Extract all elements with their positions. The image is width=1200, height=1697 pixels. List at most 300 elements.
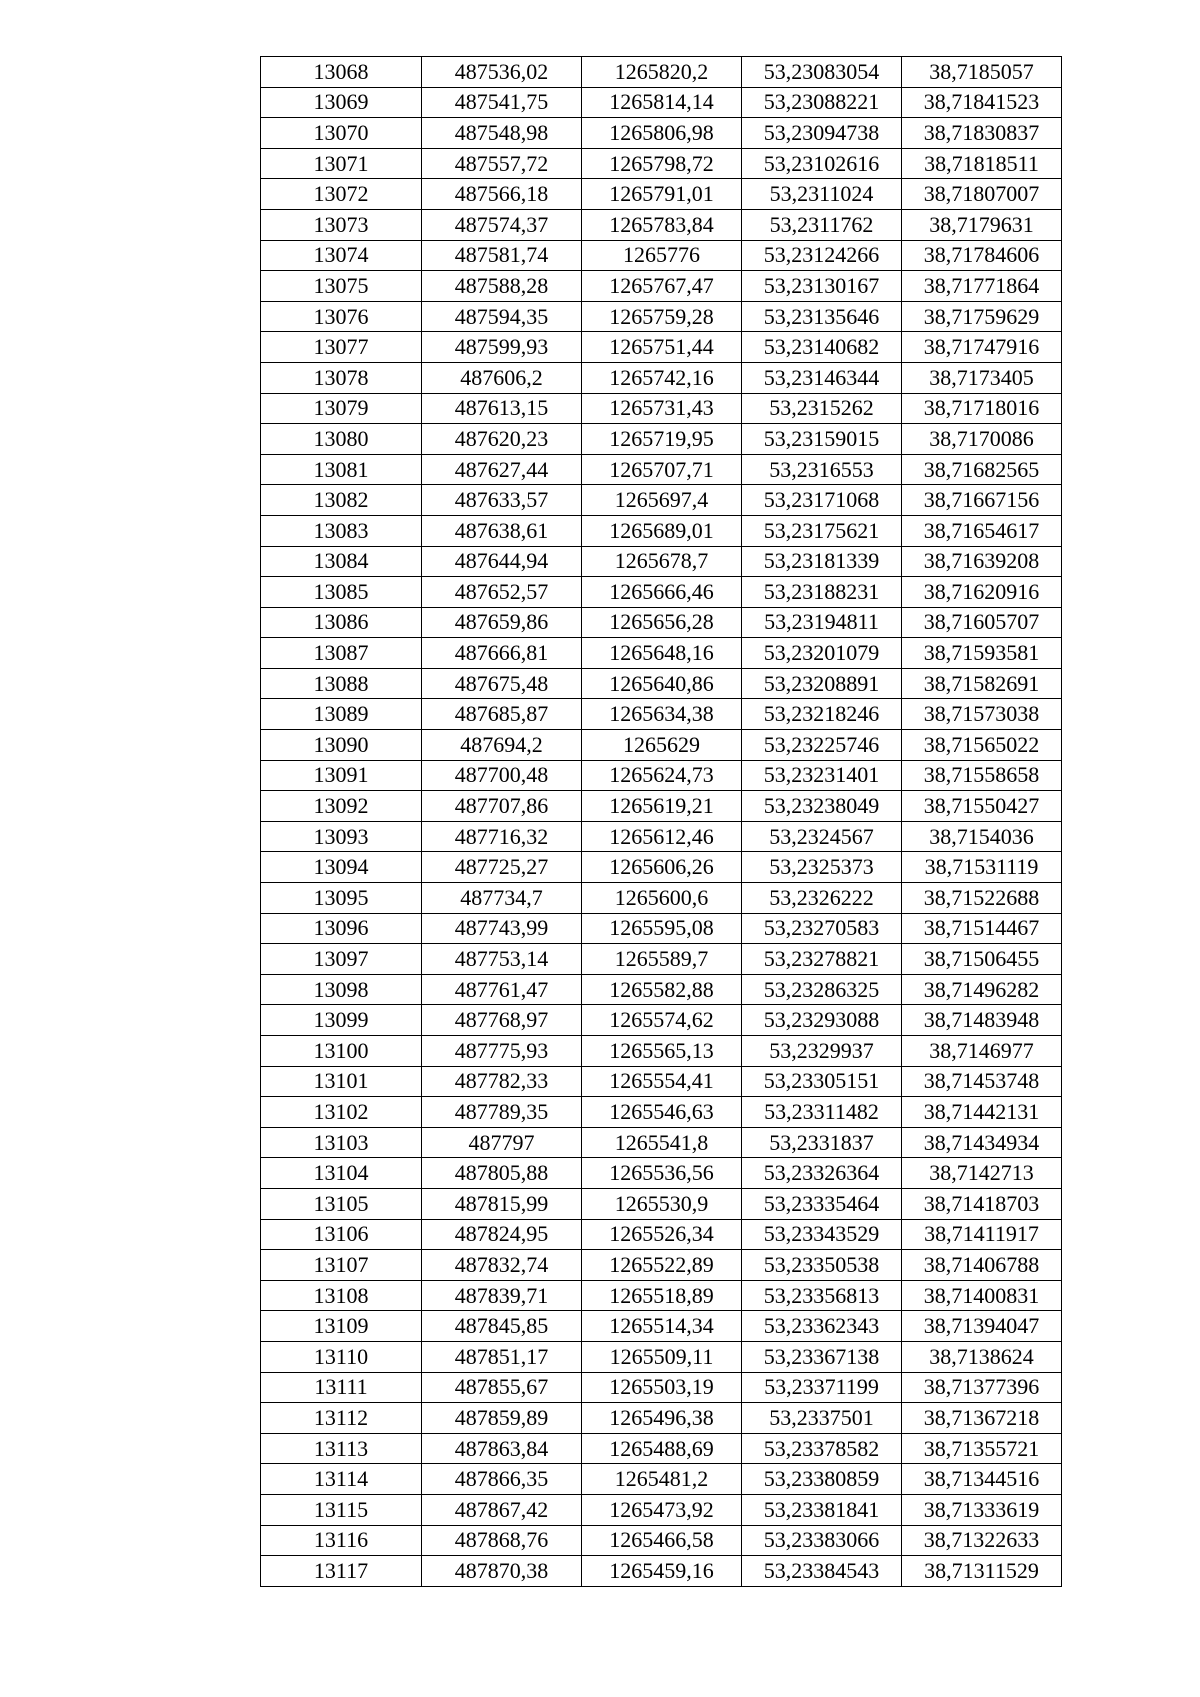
latitude-cell: 53,23188231: [742, 577, 902, 608]
y-coordinate-cell: 1265767,47: [582, 271, 742, 302]
point-number-cell: 13091: [261, 760, 422, 791]
x-coordinate-cell: 487868,76: [422, 1525, 582, 1556]
y-coordinate-cell: 1265496,38: [582, 1403, 742, 1434]
x-coordinate-cell: 487638,61: [422, 515, 582, 546]
point-number-cell: 13103: [261, 1127, 422, 1158]
x-coordinate-cell: 487845,85: [422, 1311, 582, 1342]
longitude-cell: 38,71355721: [902, 1433, 1062, 1464]
point-number-cell: 13073: [261, 209, 422, 240]
table-row: [261, 1250, 1062, 1281]
latitude-cell: 53,23088221: [742, 87, 902, 118]
x-coordinate-cell: 487867,42: [422, 1494, 582, 1525]
latitude-cell: 53,23293088: [742, 1005, 902, 1036]
table-row: [261, 454, 1062, 485]
y-coordinate-cell: 1265707,71: [582, 454, 742, 485]
point-number-cell: 13094: [261, 852, 422, 883]
x-coordinate-cell: 487832,74: [422, 1250, 582, 1281]
longitude-cell: 38,71442131: [902, 1097, 1062, 1128]
x-coordinate-cell: 487574,37: [422, 209, 582, 240]
y-coordinate-cell: 1265481,2: [582, 1464, 742, 1495]
latitude-cell: 53,23231401: [742, 760, 902, 791]
point-number-cell: 13092: [261, 791, 422, 822]
table-row: [261, 1311, 1062, 1342]
point-number-cell: 13099: [261, 1005, 422, 1036]
x-coordinate-cell: 487675,48: [422, 668, 582, 699]
y-coordinate-cell: 1265522,89: [582, 1250, 742, 1281]
latitude-cell: 53,23201079: [742, 638, 902, 669]
y-coordinate-cell: 1265518,89: [582, 1280, 742, 1311]
latitude-cell: 53,23380859: [742, 1464, 902, 1495]
table-row: [261, 791, 1062, 822]
table-row: [261, 1280, 1062, 1311]
x-coordinate-cell: 487789,35: [422, 1097, 582, 1128]
x-coordinate-cell: 487536,02: [422, 57, 582, 88]
y-coordinate-cell: 1265656,28: [582, 607, 742, 638]
latitude-cell: 53,23171068: [742, 485, 902, 516]
point-number-cell: 13074: [261, 240, 422, 271]
longitude-cell: 38,71418703: [902, 1188, 1062, 1219]
latitude-cell: 53,23356813: [742, 1280, 902, 1311]
y-coordinate-cell: 1265503,19: [582, 1372, 742, 1403]
table-row: [261, 485, 1062, 516]
longitude-cell: 38,71394047: [902, 1311, 1062, 1342]
longitude-cell: 38,7185057: [902, 57, 1062, 88]
latitude-cell: 53,23384543: [742, 1556, 902, 1587]
latitude-cell: 53,23159015: [742, 424, 902, 455]
table-row: [261, 944, 1062, 975]
y-coordinate-cell: 1265574,62: [582, 1005, 742, 1036]
longitude-cell: 38,71818511: [902, 148, 1062, 179]
table-row: [261, 1097, 1062, 1128]
point-number-cell: 13100: [261, 1036, 422, 1067]
longitude-cell: 38,71830837: [902, 118, 1062, 149]
y-coordinate-cell: 1265751,44: [582, 332, 742, 363]
latitude-cell: 53,23378582: [742, 1433, 902, 1464]
latitude-cell: 53,23194811: [742, 607, 902, 638]
table-row: [261, 1188, 1062, 1219]
coordinates-table-body: [261, 57, 1062, 1587]
table-row: [261, 1372, 1062, 1403]
point-number-cell: 13086: [261, 607, 422, 638]
x-coordinate-cell: 487694,2: [422, 730, 582, 761]
point-number-cell: 13098: [261, 974, 422, 1005]
latitude-cell: 53,23218246: [742, 699, 902, 730]
longitude-cell: 38,71718016: [902, 393, 1062, 424]
longitude-cell: 38,71573038: [902, 699, 1062, 730]
point-number-cell: 13079: [261, 393, 422, 424]
latitude-cell: 53,23208891: [742, 668, 902, 699]
y-coordinate-cell: 1265783,84: [582, 209, 742, 240]
y-coordinate-cell: 1265666,46: [582, 577, 742, 608]
y-coordinate-cell: 1265541,8: [582, 1127, 742, 1158]
y-coordinate-cell: 1265689,01: [582, 515, 742, 546]
y-coordinate-cell: 1265536,56: [582, 1158, 742, 1189]
x-coordinate-cell: 487851,17: [422, 1341, 582, 1372]
longitude-cell: 38,7173405: [902, 362, 1062, 393]
point-number-cell: 13084: [261, 546, 422, 577]
longitude-cell: 38,7142713: [902, 1158, 1062, 1189]
latitude-cell: 53,23278821: [742, 944, 902, 975]
latitude-cell: 53,23362343: [742, 1311, 902, 1342]
latitude-cell: 53,23311482: [742, 1097, 902, 1128]
latitude-cell: 53,23350538: [742, 1250, 902, 1281]
x-coordinate-cell: 487581,74: [422, 240, 582, 271]
point-number-cell: 13082: [261, 485, 422, 516]
table-row: [261, 546, 1062, 577]
x-coordinate-cell: 487775,93: [422, 1036, 582, 1067]
latitude-cell: 53,23286325: [742, 974, 902, 1005]
longitude-cell: 38,71506455: [902, 944, 1062, 975]
latitude-cell: 53,2329937: [742, 1036, 902, 1067]
point-number-cell: 13107: [261, 1250, 422, 1281]
table-row: [261, 883, 1062, 914]
y-coordinate-cell: 1265791,01: [582, 179, 742, 210]
point-number-cell: 13072: [261, 179, 422, 210]
y-coordinate-cell: 1265595,08: [582, 913, 742, 944]
longitude-cell: 38,71565022: [902, 730, 1062, 761]
longitude-cell: 38,71400831: [902, 1280, 1062, 1311]
y-coordinate-cell: 1265634,38: [582, 699, 742, 730]
point-number-cell: 13105: [261, 1188, 422, 1219]
longitude-cell: 38,71841523: [902, 87, 1062, 118]
point-number-cell: 13087: [261, 638, 422, 669]
point-number-cell: 13108: [261, 1280, 422, 1311]
y-coordinate-cell: 1265648,16: [582, 638, 742, 669]
point-number-cell: 13070: [261, 118, 422, 149]
x-coordinate-cell: 487768,97: [422, 1005, 582, 1036]
longitude-cell: 38,71311529: [902, 1556, 1062, 1587]
table-row: [261, 209, 1062, 240]
y-coordinate-cell: 1265459,16: [582, 1556, 742, 1587]
latitude-cell: 53,23135646: [742, 301, 902, 332]
y-coordinate-cell: 1265466,58: [582, 1525, 742, 1556]
latitude-cell: 53,23175621: [742, 515, 902, 546]
y-coordinate-cell: 1265640,86: [582, 668, 742, 699]
table-row: [261, 87, 1062, 118]
table-row: [261, 1219, 1062, 1250]
y-coordinate-cell: 1265606,26: [582, 852, 742, 883]
coordinates-table: [260, 56, 1062, 1587]
longitude-cell: 38,71667156: [902, 485, 1062, 516]
point-number-cell: 13115: [261, 1494, 422, 1525]
longitude-cell: 38,71620916: [902, 577, 1062, 608]
x-coordinate-cell: 487743,99: [422, 913, 582, 944]
longitude-cell: 38,71807007: [902, 179, 1062, 210]
point-number-cell: 13089: [261, 699, 422, 730]
x-coordinate-cell: 487613,15: [422, 393, 582, 424]
latitude-cell: 53,2331837: [742, 1127, 902, 1158]
longitude-cell: 38,71367218: [902, 1403, 1062, 1434]
point-number-cell: 13088: [261, 668, 422, 699]
y-coordinate-cell: 1265806,98: [582, 118, 742, 149]
table-row: [261, 57, 1062, 88]
longitude-cell: 38,71639208: [902, 546, 1062, 577]
y-coordinate-cell: 1265798,72: [582, 148, 742, 179]
latitude-cell: 53,23124266: [742, 240, 902, 271]
table-row: [261, 393, 1062, 424]
y-coordinate-cell: 1265814,14: [582, 87, 742, 118]
table-row: [261, 1036, 1062, 1067]
table-row: [261, 852, 1062, 883]
x-coordinate-cell: 487859,89: [422, 1403, 582, 1434]
table-row: [261, 699, 1062, 730]
latitude-cell: 53,2324567: [742, 821, 902, 852]
point-number-cell: 13109: [261, 1311, 422, 1342]
table-row: [261, 1525, 1062, 1556]
point-number-cell: 13116: [261, 1525, 422, 1556]
longitude-cell: 38,7138624: [902, 1341, 1062, 1372]
x-coordinate-cell: 487633,57: [422, 485, 582, 516]
table-row: [261, 974, 1062, 1005]
y-coordinate-cell: 1265697,4: [582, 485, 742, 516]
y-coordinate-cell: 1265582,88: [582, 974, 742, 1005]
table-row: [261, 668, 1062, 699]
latitude-cell: 53,23343529: [742, 1219, 902, 1250]
table-row: [261, 1341, 1062, 1372]
x-coordinate-cell: 487725,27: [422, 852, 582, 883]
longitude-cell: 38,71333619: [902, 1494, 1062, 1525]
point-number-cell: 13101: [261, 1066, 422, 1097]
y-coordinate-cell: 1265554,41: [582, 1066, 742, 1097]
x-coordinate-cell: 487652,57: [422, 577, 582, 608]
longitude-cell: 38,71453748: [902, 1066, 1062, 1097]
longitude-cell: 38,71747916: [902, 332, 1062, 363]
x-coordinate-cell: 487594,35: [422, 301, 582, 332]
table-row: [261, 1403, 1062, 1434]
latitude-cell: 53,23383066: [742, 1525, 902, 1556]
table-row: [261, 821, 1062, 852]
table-row: [261, 148, 1062, 179]
point-number-cell: 13106: [261, 1219, 422, 1250]
table-row: [261, 913, 1062, 944]
longitude-cell: 38,71771864: [902, 271, 1062, 302]
y-coordinate-cell: 1265526,34: [582, 1219, 742, 1250]
latitude-cell: 53,23381841: [742, 1494, 902, 1525]
table-row: [261, 332, 1062, 363]
table-row: [261, 1005, 1062, 1036]
y-coordinate-cell: 1265488,69: [582, 1433, 742, 1464]
table-row: [261, 1433, 1062, 1464]
latitude-cell: 53,23140682: [742, 332, 902, 363]
point-number-cell: 13081: [261, 454, 422, 485]
point-number-cell: 13077: [261, 332, 422, 363]
longitude-cell: 38,7146977: [902, 1036, 1062, 1067]
x-coordinate-cell: 487666,81: [422, 638, 582, 669]
point-number-cell: 13090: [261, 730, 422, 761]
point-number-cell: 13078: [261, 362, 422, 393]
x-coordinate-cell: 487659,86: [422, 607, 582, 638]
latitude-cell: 53,23371199: [742, 1372, 902, 1403]
x-coordinate-cell: 487761,47: [422, 974, 582, 1005]
latitude-cell: 53,23305151: [742, 1066, 902, 1097]
longitude-cell: 38,71344516: [902, 1464, 1062, 1495]
point-number-cell: 13111: [261, 1372, 422, 1403]
longitude-cell: 38,71682565: [902, 454, 1062, 485]
latitude-cell: 53,23326364: [742, 1158, 902, 1189]
longitude-cell: 38,71759629: [902, 301, 1062, 332]
y-coordinate-cell: 1265759,28: [582, 301, 742, 332]
x-coordinate-cell: 487599,93: [422, 332, 582, 363]
y-coordinate-cell: 1265624,73: [582, 760, 742, 791]
x-coordinate-cell: 487782,33: [422, 1066, 582, 1097]
latitude-cell: 53,23238049: [742, 791, 902, 822]
table-row: [261, 301, 1062, 332]
table-row: [261, 1556, 1062, 1587]
y-coordinate-cell: 1265731,43: [582, 393, 742, 424]
table-row: [261, 1158, 1062, 1189]
point-number-cell: 13104: [261, 1158, 422, 1189]
table-row: [261, 638, 1062, 669]
y-coordinate-cell: 1265546,63: [582, 1097, 742, 1128]
table-row: [261, 760, 1062, 791]
table-row: [261, 271, 1062, 302]
y-coordinate-cell: 1265600,6: [582, 883, 742, 914]
x-coordinate-cell: 487839,71: [422, 1280, 582, 1311]
point-number-cell: 13117: [261, 1556, 422, 1587]
x-coordinate-cell: 487815,99: [422, 1188, 582, 1219]
point-number-cell: 13096: [261, 913, 422, 944]
longitude-cell: 38,71522688: [902, 883, 1062, 914]
longitude-cell: 38,71605707: [902, 607, 1062, 638]
x-coordinate-cell: 487588,28: [422, 271, 582, 302]
y-coordinate-cell: 1265629: [582, 730, 742, 761]
y-coordinate-cell: 1265820,2: [582, 57, 742, 88]
point-number-cell: 13093: [261, 821, 422, 852]
longitude-cell: 38,71582691: [902, 668, 1062, 699]
longitude-cell: 38,71322633: [902, 1525, 1062, 1556]
table-row: [261, 240, 1062, 271]
x-coordinate-cell: 487685,87: [422, 699, 582, 730]
point-number-cell: 13080: [261, 424, 422, 455]
longitude-cell: 38,71784606: [902, 240, 1062, 271]
latitude-cell: 53,23270583: [742, 913, 902, 944]
y-coordinate-cell: 1265473,92: [582, 1494, 742, 1525]
point-number-cell: 13069: [261, 87, 422, 118]
x-coordinate-cell: 487797: [422, 1127, 582, 1158]
latitude-cell: 53,23146344: [742, 362, 902, 393]
table-row: [261, 577, 1062, 608]
y-coordinate-cell: 1265619,21: [582, 791, 742, 822]
point-number-cell: 13068: [261, 57, 422, 88]
longitude-cell: 38,71531119: [902, 852, 1062, 883]
y-coordinate-cell: 1265565,13: [582, 1036, 742, 1067]
table-row: [261, 1127, 1062, 1158]
longitude-cell: 38,71514467: [902, 913, 1062, 944]
longitude-cell: 38,71496282: [902, 974, 1062, 1005]
x-coordinate-cell: 487700,48: [422, 760, 582, 791]
x-coordinate-cell: 487824,95: [422, 1219, 582, 1250]
x-coordinate-cell: 487627,44: [422, 454, 582, 485]
longitude-cell: 38,71377396: [902, 1372, 1062, 1403]
table-row: [261, 730, 1062, 761]
latitude-cell: 53,2315262: [742, 393, 902, 424]
point-number-cell: 13114: [261, 1464, 422, 1495]
latitude-cell: 53,2337501: [742, 1403, 902, 1434]
x-coordinate-cell: 487805,88: [422, 1158, 582, 1189]
longitude-cell: 38,71654617: [902, 515, 1062, 546]
latitude-cell: 53,23181339: [742, 546, 902, 577]
x-coordinate-cell: 487566,18: [422, 179, 582, 210]
table-row: [261, 1464, 1062, 1495]
point-number-cell: 13102: [261, 1097, 422, 1128]
y-coordinate-cell: 1265530,9: [582, 1188, 742, 1219]
longitude-cell: 38,7170086: [902, 424, 1062, 455]
x-coordinate-cell: 487734,7: [422, 883, 582, 914]
x-coordinate-cell: 487620,23: [422, 424, 582, 455]
point-number-cell: 13112: [261, 1403, 422, 1434]
longitude-cell: 38,71550427: [902, 791, 1062, 822]
latitude-cell: 53,2311762: [742, 209, 902, 240]
x-coordinate-cell: 487753,14: [422, 944, 582, 975]
x-coordinate-cell: 487644,94: [422, 546, 582, 577]
table-row: [261, 515, 1062, 546]
longitude-cell: 38,71558658: [902, 760, 1062, 791]
point-number-cell: 13097: [261, 944, 422, 975]
table-row: [261, 607, 1062, 638]
x-coordinate-cell: 487707,86: [422, 791, 582, 822]
x-coordinate-cell: 487870,38: [422, 1556, 582, 1587]
point-number-cell: 13076: [261, 301, 422, 332]
latitude-cell: 53,23335464: [742, 1188, 902, 1219]
latitude-cell: 53,23102616: [742, 148, 902, 179]
table-row: [261, 179, 1062, 210]
y-coordinate-cell: 1265514,34: [582, 1311, 742, 1342]
point-number-cell: 13083: [261, 515, 422, 546]
point-number-cell: 13113: [261, 1433, 422, 1464]
longitude-cell: 38,7179631: [902, 209, 1062, 240]
latitude-cell: 53,2316553: [742, 454, 902, 485]
y-coordinate-cell: 1265678,7: [582, 546, 742, 577]
y-coordinate-cell: 1265612,46: [582, 821, 742, 852]
x-coordinate-cell: 487863,84: [422, 1433, 582, 1464]
y-coordinate-cell: 1265589,7: [582, 944, 742, 975]
point-number-cell: 13110: [261, 1341, 422, 1372]
longitude-cell: 38,71483948: [902, 1005, 1062, 1036]
x-coordinate-cell: 487557,72: [422, 148, 582, 179]
x-coordinate-cell: 487866,35: [422, 1464, 582, 1495]
latitude-cell: 53,2326222: [742, 883, 902, 914]
point-number-cell: 13085: [261, 577, 422, 608]
x-coordinate-cell: 487606,2: [422, 362, 582, 393]
longitude-cell: 38,7154036: [902, 821, 1062, 852]
y-coordinate-cell: 1265719,95: [582, 424, 742, 455]
longitude-cell: 38,71593581: [902, 638, 1062, 669]
table-row: [261, 424, 1062, 455]
latitude-cell: 53,23225746: [742, 730, 902, 761]
y-coordinate-cell: 1265509,11: [582, 1341, 742, 1372]
point-number-cell: 13075: [261, 271, 422, 302]
x-coordinate-cell: 487541,75: [422, 87, 582, 118]
latitude-cell: 53,23367138: [742, 1341, 902, 1372]
latitude-cell: 53,23094738: [742, 118, 902, 149]
x-coordinate-cell: 487855,67: [422, 1372, 582, 1403]
table-row: [261, 1066, 1062, 1097]
longitude-cell: 38,71411917: [902, 1219, 1062, 1250]
x-coordinate-cell: 487548,98: [422, 118, 582, 149]
latitude-cell: 53,2325373: [742, 852, 902, 883]
longitude-cell: 38,71406788: [902, 1250, 1062, 1281]
point-number-cell: 13095: [261, 883, 422, 914]
point-number-cell: 13071: [261, 148, 422, 179]
latitude-cell: 53,23083054: [742, 57, 902, 88]
x-coordinate-cell: 487716,32: [422, 821, 582, 852]
y-coordinate-cell: 1265742,16: [582, 362, 742, 393]
longitude-cell: 38,71434934: [902, 1127, 1062, 1158]
table-row: [261, 118, 1062, 149]
latitude-cell: 53,2311024: [742, 179, 902, 210]
table-row: [261, 362, 1062, 393]
y-coordinate-cell: 1265776: [582, 240, 742, 271]
